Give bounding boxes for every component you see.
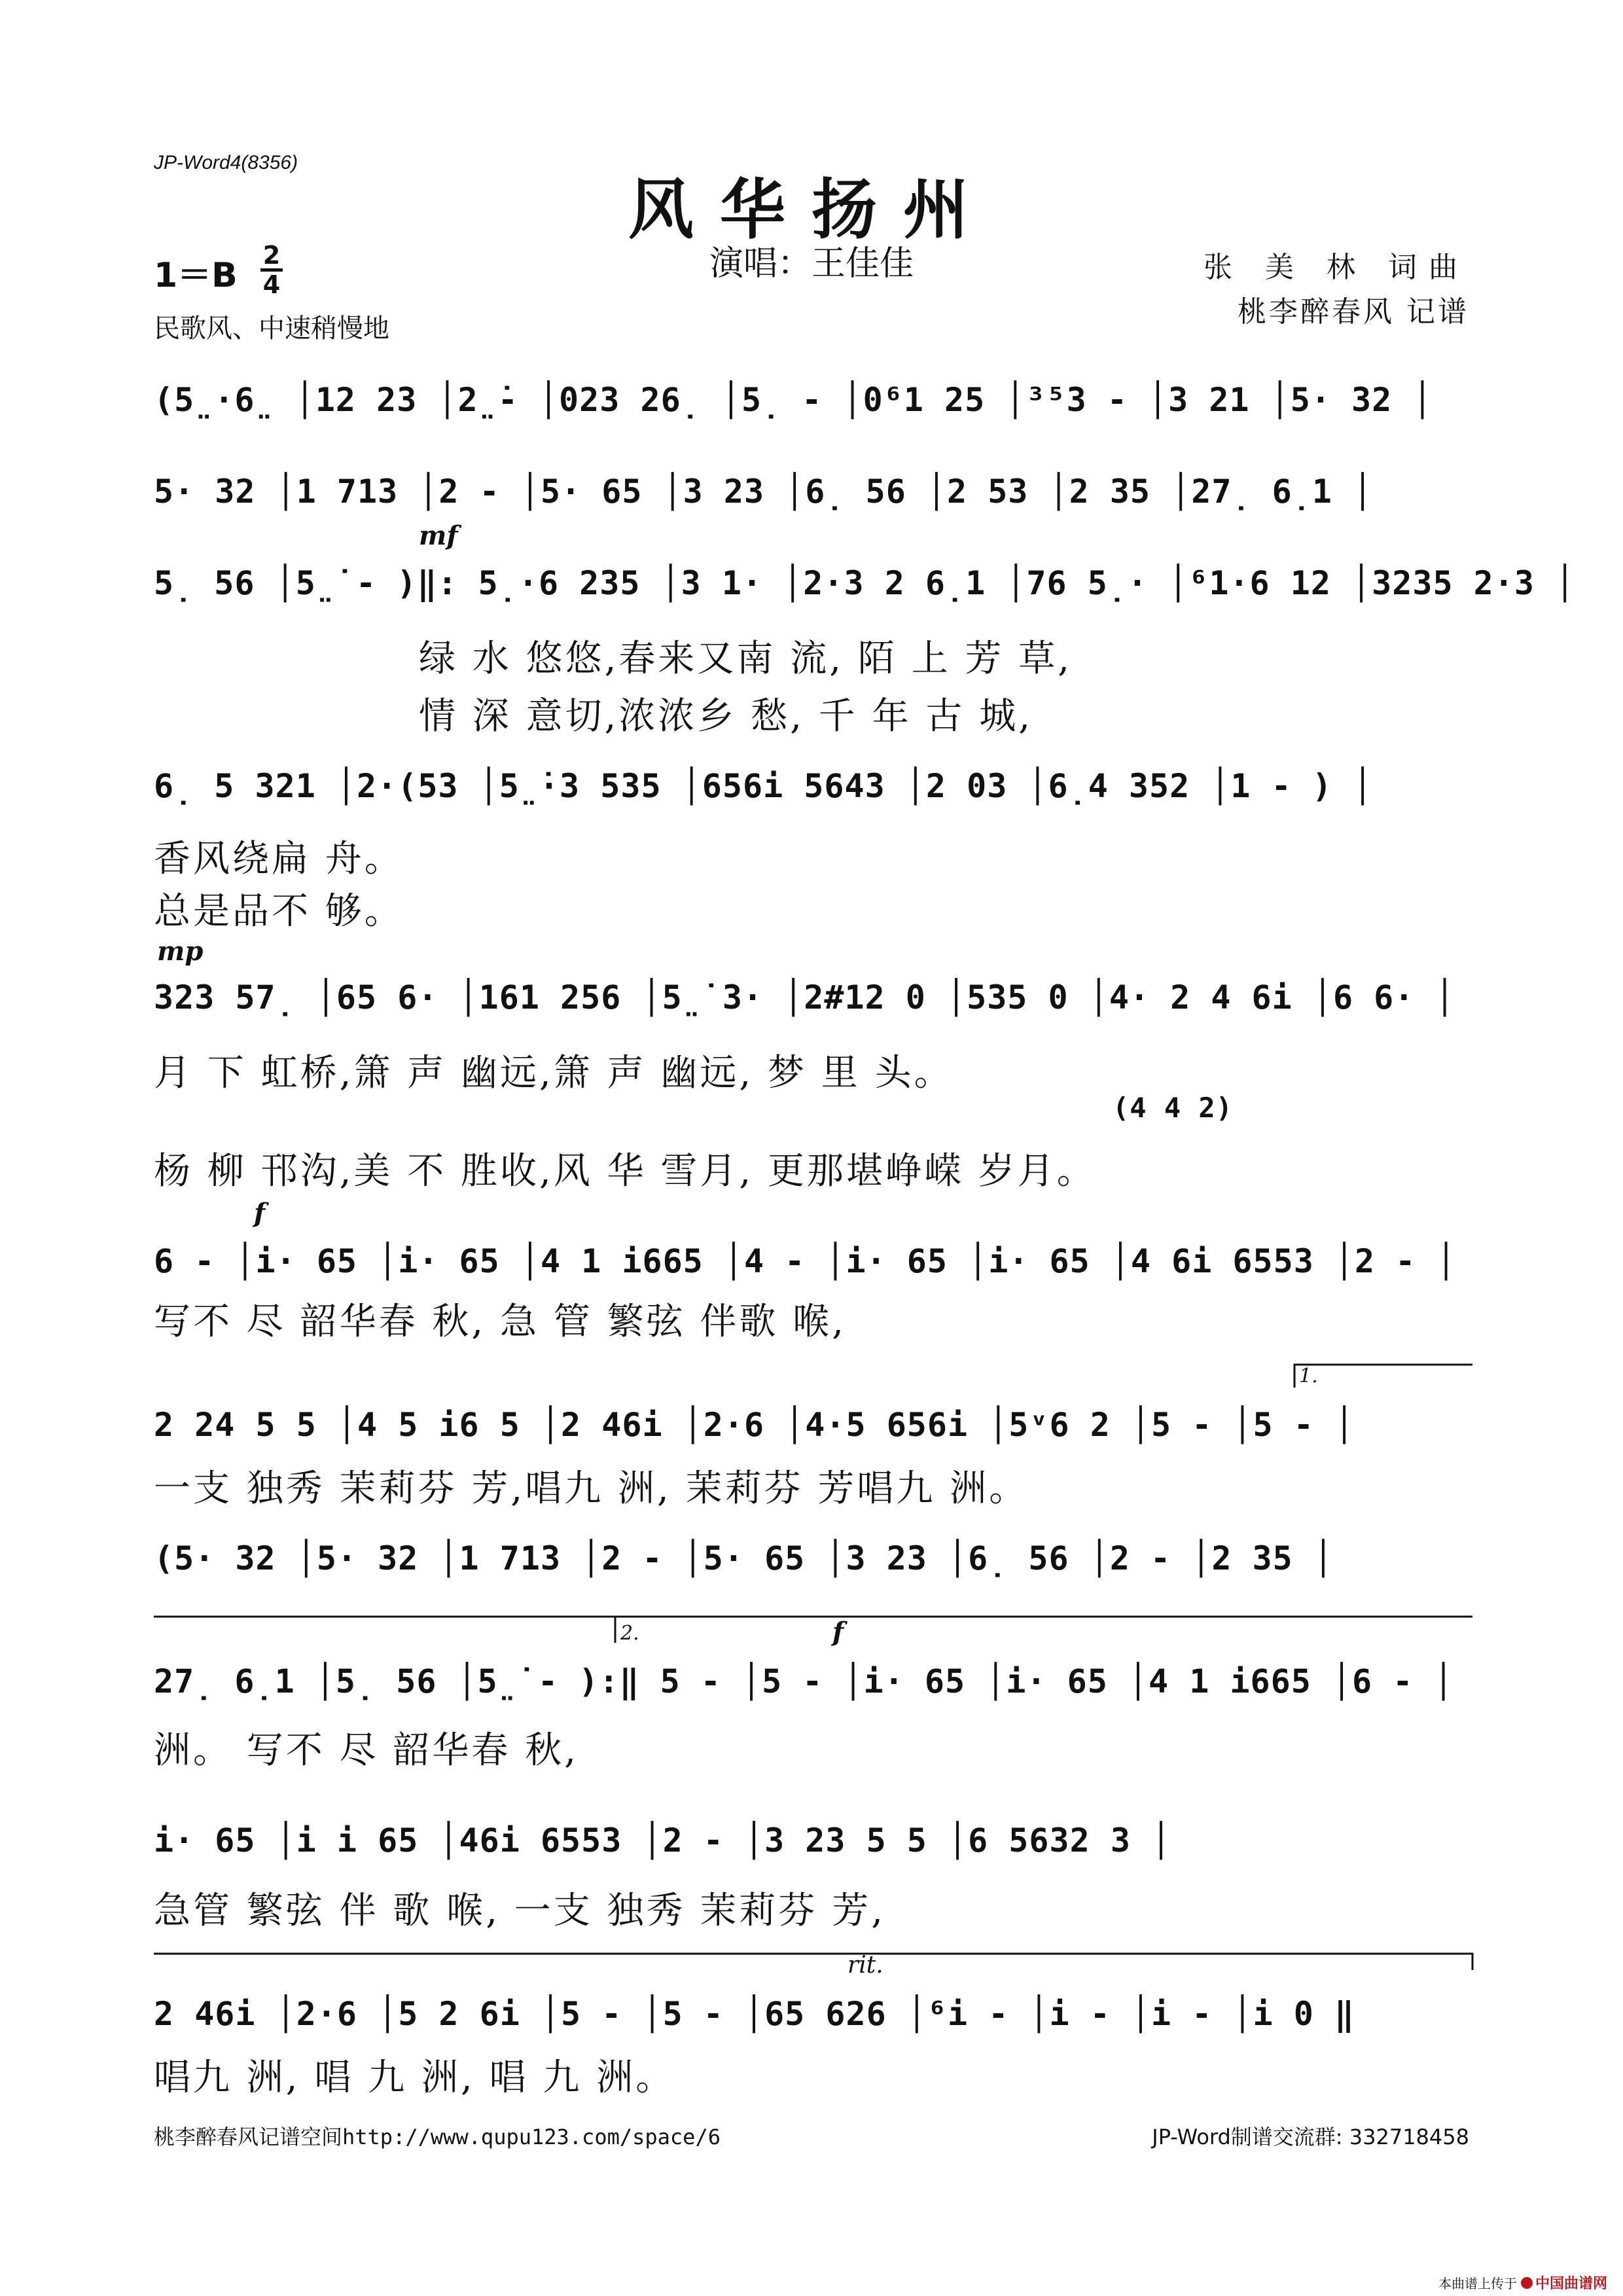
meter-top: 2 bbox=[262, 241, 281, 270]
lyric-line-7: 一支 独秀 茉莉芬 芳,唱九 洲, 茉莉芬 芳唱九 洲。 bbox=[154, 1467, 1029, 1510]
logo-mark-icon bbox=[1521, 2277, 1533, 2289]
lyric-line-4-verse-2: 总是品不 够。 bbox=[154, 890, 404, 933]
notation-line-4: 6̣ 5 321 │2·(53 │5̤̇·3 535 │656i 5643 │2 03 │6̣4 352 │1 - ) │ bbox=[154, 767, 1374, 805]
song-title: 风华扬州 bbox=[628, 171, 995, 248]
footer-source: 桃李醉春风记谱空间http://www.qupu123.com/space/6 bbox=[154, 2125, 721, 2149]
alternate-notes: (4 4 2) bbox=[1113, 1092, 1234, 1124]
dynamic-f-2: f bbox=[832, 1617, 844, 1647]
lyric-line-10: 急管 繁弦 伴 歌 喉, 一支 独秀 茉莉芬 芳, bbox=[154, 1890, 886, 1932]
notation-line-10: i· 65 │i i 65 │46i 6553 │2 - │3 23 5 5 │6 5632 3 │ bbox=[154, 1821, 1172, 1859]
ritardando-mark: rit. bbox=[847, 1952, 883, 1979]
tempo-marking: 民歌风、中速稍慢地 bbox=[154, 314, 389, 344]
dynamic-f-1: f bbox=[254, 1198, 266, 1229]
lyric-line-11: 唱九 洲, 唱 九 洲, 唱 九 洲。 bbox=[154, 2056, 675, 2099]
volta-1: 1. bbox=[1299, 1365, 1318, 1388]
meter-bottom: 4 bbox=[262, 270, 281, 299]
volta-1-bracket bbox=[1294, 1365, 1472, 1388]
dynamic-mf: mf bbox=[419, 520, 458, 551]
dynamic-mp: mp bbox=[157, 936, 204, 967]
notation-line-7: 2 24 5 5 │4 5 i6 5 │2 46i │2·6 │4·5 656i │5ᵛ6 2 │5 - │5 - │ bbox=[154, 1406, 1355, 1444]
lyric-line-6: 写不 尽 韶华春 秋, 急 管 繁弦 伴歌 喉, bbox=[154, 1300, 847, 1343]
volta-1-continuation bbox=[154, 1617, 615, 1643]
lyric-line-3-verse-2: 情 深 意切,浓浓乡 愁, 千 年 古 城, bbox=[419, 695, 1033, 738]
software-label: JP-Word4(8356) bbox=[154, 152, 298, 173]
lyric-line-9: 洲。 写不 尽 韶华春 秋, bbox=[154, 1729, 579, 1772]
composer-credit: 张 美 林 词曲 bbox=[1204, 251, 1469, 284]
lyric-line-3-verse-1: 绿 水 悠悠,春来又南 流, 陌 上 芳 草, bbox=[419, 637, 1073, 680]
lyric-line-5-verse-1: 月 下 虹桥,箫 声 幽远,箫 声 幽远, 梦 里 头。 bbox=[154, 1052, 954, 1094]
notation-line-5: 323 57̣ │65 6· │161 256 │5̤̇ 3· │2#12 0 │535 0 │4· 2 4 6i │6 6· │ bbox=[154, 978, 1455, 1016]
lyric-line-4-verse-1: 香风绕扁 舟。 bbox=[154, 838, 404, 880]
footer-group: JP-Word制谱交流群: 332718458 bbox=[1152, 2125, 1469, 2149]
site-logo bbox=[1521, 2272, 1607, 2293]
singer-credit: 演唱：王佳佳 bbox=[709, 244, 914, 283]
transcriber-credit: 桃李醉春风 记谱 bbox=[1238, 295, 1469, 329]
slur-final-line bbox=[154, 1954, 1472, 1970]
volta-2-bracket bbox=[615, 1617, 1472, 1643]
notation-line-11: 2 46i │2·6 │5 2 6i │5 - │5 - │65 626 │⁶i - │i - │i - │i 0 ‖ bbox=[154, 1995, 1355, 2033]
notation-line-3: 5̣ 56 │5̤̇ - )‖: 5̣·6 235 │3 1· │2·3 2 6̣1 │76 5̣· │⁶1·6 12 │3235 2·3 │ bbox=[154, 564, 1576, 602]
notation-line-8: (5· 32 │5· 32 │1 713 │2 - │5· 65 │3 23 │6̣ 56 │2 - │2 35 │ bbox=[154, 1539, 1334, 1577]
notation-line-1: (5̤·6̤ │12 23 │2̤̇- │023 26̣ │5̣ - │0⁶1 25 │³⁵3 - │3 21 │5· 32 │ bbox=[154, 381, 1433, 419]
upload-watermark bbox=[1438, 2272, 1607, 2293]
notation-line-2: 5· 32 │1 713 │2 - │5· 65 │3 23 │6̣ 56 │2 53 │2 35 │27̣ 6̣1 │ bbox=[154, 473, 1374, 511]
logo-text: 中国曲谱网 bbox=[1535, 2276, 1607, 2292]
key-signature: 1＝B bbox=[154, 256, 238, 295]
notation-line-6: 6 - │i· 65 │i· 65 │4 1 i665 │4 - │i· 65 │i· 65 │4 6i 6553 │2 - │ bbox=[154, 1242, 1457, 1280]
volta-2: 2. bbox=[620, 1622, 639, 1645]
notation-line-9: 27̣ 6̣1 │5̣ 56 │5̤̇ - ):‖ 5 - │5 - │i· 65 │i· 65 │4 1 i665 │6 - │ bbox=[154, 1662, 1454, 1700]
lyric-line-5-verse-2: 杨 柳 邗沟,美 不 胜收,风 华 雪月, 更那堪峥嵘 岁月。 bbox=[154, 1150, 1096, 1193]
watermark-text: 本曲谱上传于 bbox=[1438, 2276, 1517, 2291]
